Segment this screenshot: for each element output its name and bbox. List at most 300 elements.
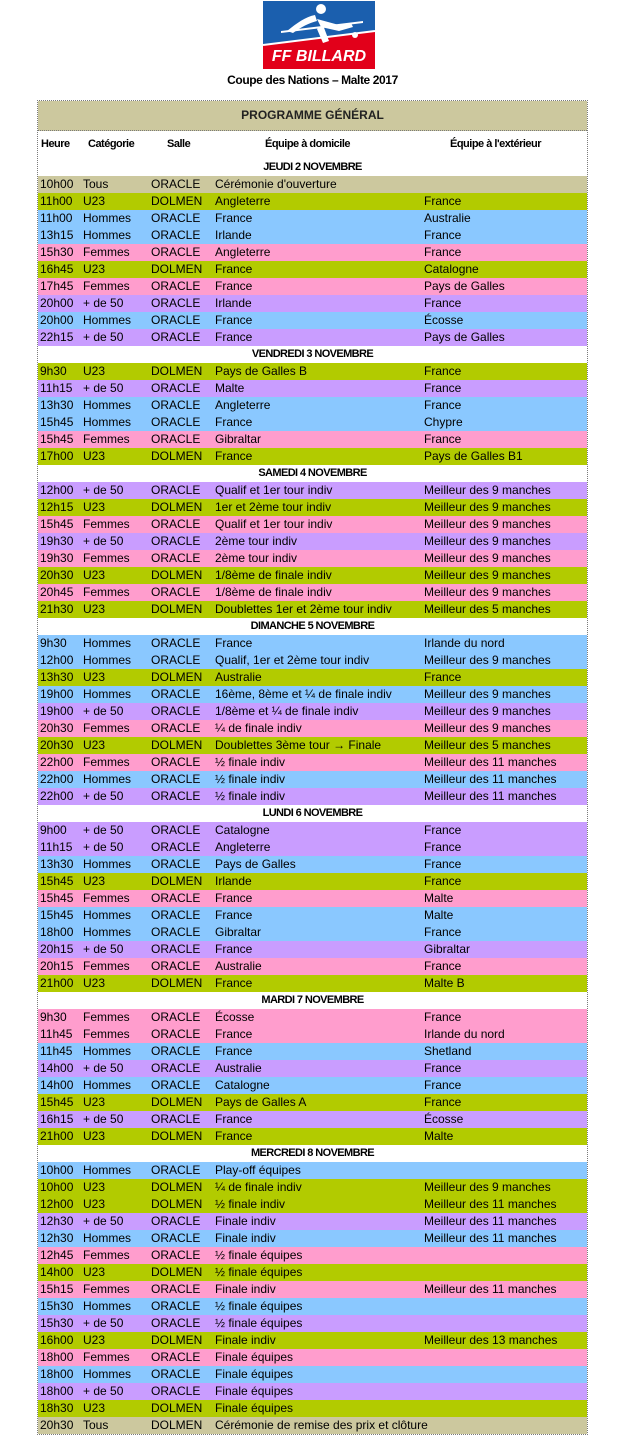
away-team-cell: Malte	[424, 1129, 454, 1143]
home-team-cell: Play-off équipes	[215, 1163, 301, 1177]
time-cell: 18h00	[40, 925, 74, 939]
time-cell: 20h00	[40, 313, 74, 327]
away-team-cell: Meilleur des 9 manches	[424, 483, 551, 497]
time-cell: 9h30	[40, 1010, 67, 1024]
time-cell: 12h30	[40, 1214, 74, 1228]
home-team-cell: Australie	[215, 1061, 262, 1075]
category-cell: Femmes	[83, 755, 130, 769]
room-cell: ORACLE	[151, 211, 201, 225]
category-cell: Tous	[83, 177, 109, 191]
away-team-cell: France	[424, 857, 462, 871]
category-cell: U23	[83, 449, 106, 463]
home-team-cell: Irlande	[215, 874, 252, 888]
time-cell: 11h45	[40, 1044, 73, 1058]
room-cell: DOLMEN	[151, 568, 203, 582]
home-team-cell: 1/8ème et ¼ de finale indiv	[215, 704, 359, 718]
away-team-cell: Meilleur des 9 manches	[424, 653, 551, 667]
time-cell: 11h15	[40, 840, 73, 854]
table-row	[38, 584, 587, 601]
home-team-cell: France	[215, 976, 253, 990]
table-row	[38, 329, 587, 346]
home-team-cell: Cérémonie d'ouverture	[215, 177, 337, 191]
room-cell: ORACLE	[151, 1367, 201, 1381]
logo-text: FF BILLARD	[271, 48, 367, 65]
room-cell: ORACLE	[151, 551, 201, 565]
away-team-cell: Meilleur des 9 manches	[424, 568, 551, 582]
home-team-cell: France	[215, 262, 253, 276]
category-cell: + de 50	[83, 1061, 124, 1075]
time-cell: 9h30	[40, 636, 67, 650]
home-team-cell: Qualif, 1er et 2ème tour indiv	[215, 653, 370, 667]
away-team-cell: France	[424, 959, 462, 973]
away-team-cell: Meilleur des 11 manches	[424, 755, 557, 769]
table-row	[38, 261, 587, 278]
away-team-cell: France	[424, 245, 462, 259]
table-row	[38, 822, 587, 839]
table-row	[38, 516, 587, 533]
category-cell: U23	[83, 1129, 106, 1143]
time-cell: 16h00	[40, 1333, 74, 1347]
room-cell: DOLMEN	[151, 262, 203, 276]
away-team-cell: Meilleur des 9 manches	[424, 687, 551, 701]
table-row	[38, 1315, 587, 1332]
table-row	[38, 244, 587, 261]
time-cell: 21h30	[40, 602, 74, 616]
time-cell: 13h30	[40, 857, 74, 871]
category-cell: Hommes	[83, 1231, 132, 1245]
away-team-cell: Meilleur des 9 manches	[424, 500, 551, 514]
room-cell: ORACLE	[151, 1214, 201, 1228]
table-row	[38, 652, 587, 669]
time-cell: 15h45	[40, 908, 74, 922]
room-cell: ORACLE	[151, 636, 201, 650]
away-team-cell: Malte	[424, 891, 454, 905]
room-cell: ORACLE	[151, 959, 201, 973]
away-team-cell: Meilleur des 11 manches	[424, 1282, 557, 1296]
home-team-cell: France	[215, 415, 253, 429]
away-team-cell: France	[424, 1061, 462, 1075]
category-cell: Femmes	[83, 891, 130, 905]
category-cell: Femmes	[83, 721, 130, 735]
table-row	[38, 720, 587, 737]
room-cell: ORACLE	[151, 1316, 201, 1330]
table-row	[38, 278, 587, 295]
away-team-cell: Malte B	[424, 976, 465, 990]
room-cell: ORACLE	[151, 534, 201, 548]
table-row	[38, 1298, 587, 1315]
room-cell: DOLMEN	[151, 1129, 203, 1143]
programme-title: PROGRAMME GÉNÉRAL	[38, 101, 587, 131]
time-cell: 22h00	[40, 772, 74, 786]
day-heading: MARDI 7 NOVEMBRE	[38, 992, 587, 1009]
table-row	[38, 1383, 587, 1400]
time-cell: 12h00	[40, 1197, 74, 1211]
table-row	[38, 771, 587, 788]
category-cell: Femmes	[83, 959, 130, 973]
category-cell: U23	[83, 976, 106, 990]
room-cell: DOLMEN	[151, 738, 203, 752]
time-cell: 16h45	[40, 262, 74, 276]
room-cell: ORACLE	[151, 891, 201, 905]
category-cell: Femmes	[83, 1282, 130, 1296]
time-cell: 15h45	[40, 1095, 74, 1109]
room-cell: ORACLE	[151, 925, 201, 939]
room-cell: ORACLE	[151, 1061, 201, 1075]
room-cell: DOLMEN	[151, 500, 203, 514]
room-cell: ORACLE	[151, 1248, 201, 1262]
room-cell: ORACLE	[151, 653, 201, 667]
time-cell: 9h00	[40, 823, 67, 837]
table-row	[38, 1366, 587, 1383]
away-team-cell: Écosse	[424, 313, 464, 327]
home-team-cell: Angleterre	[215, 245, 271, 259]
room-cell: ORACLE	[151, 1231, 201, 1245]
time-cell: 19h30	[40, 534, 74, 548]
category-cell: + de 50	[83, 1384, 124, 1398]
category-cell: + de 50	[83, 1112, 124, 1126]
category-cell: Hommes	[83, 415, 132, 429]
category-cell: U23	[83, 670, 106, 684]
home-team-cell: 1/8ème de finale indiv	[215, 585, 332, 599]
day-heading: SAMEDI 4 NOVEMBRE	[38, 465, 587, 482]
time-cell: 12h30	[40, 1231, 74, 1245]
home-team-cell: 16ème, 8ème et ¼ de finale indiv	[215, 687, 392, 701]
time-cell: 20h30	[40, 1418, 74, 1432]
room-cell: ORACLE	[151, 840, 201, 854]
table-row	[38, 839, 587, 856]
category-cell: + de 50	[83, 1316, 124, 1330]
ffbillard-logo	[263, 1, 375, 69]
table-row	[38, 958, 587, 975]
room-cell: ORACLE	[151, 687, 201, 701]
document-title: Coupe des Nations – Malte 2017	[227, 73, 398, 87]
away-team-cell: Meilleur des 5 manches	[424, 602, 551, 616]
away-team-cell: France	[424, 823, 462, 837]
category-cell: + de 50	[83, 381, 124, 395]
home-team-cell: Finale indiv	[215, 1333, 276, 1347]
away-team-cell: Meilleur des 11 manches	[424, 772, 557, 786]
category-cell: + de 50	[83, 789, 124, 803]
time-cell: 11h00	[40, 194, 73, 208]
home-team-cell: Gibraltar	[215, 925, 262, 939]
table-row	[38, 1162, 587, 1179]
home-team-cell: Finale indiv	[215, 1214, 276, 1228]
time-cell: 14h00	[40, 1265, 74, 1279]
room-cell: ORACLE	[151, 1044, 201, 1058]
category-cell: Hommes	[83, 211, 132, 225]
time-cell: 12h15	[40, 500, 74, 514]
home-team-cell: ½ finale équipes	[215, 1248, 303, 1262]
home-team-cell: France	[215, 1027, 253, 1041]
table-row	[38, 1077, 587, 1094]
category-cell: Hommes	[83, 228, 132, 242]
category-cell: Hommes	[83, 653, 132, 667]
room-cell: ORACLE	[151, 1010, 201, 1024]
away-team-cell: France	[424, 194, 462, 208]
home-team-cell: France	[215, 636, 253, 650]
away-team-cell: Meilleur des 9 manches	[424, 551, 551, 565]
time-cell: 19h30	[40, 551, 74, 565]
time-cell: 16h15	[40, 1112, 74, 1126]
home-team-cell: Australie	[215, 670, 262, 684]
room-cell: ORACLE	[151, 721, 201, 735]
time-cell: 15h45	[40, 432, 74, 446]
home-team-cell: France	[215, 449, 253, 463]
away-team-cell: France	[424, 1078, 462, 1092]
table-row	[38, 975, 587, 992]
away-team-cell: Meilleur des 9 manches	[424, 721, 551, 735]
home-team-cell: Australie	[215, 959, 262, 973]
home-team-cell: France	[215, 279, 253, 293]
category-cell: + de 50	[83, 330, 124, 344]
room-cell: ORACLE	[151, 381, 201, 395]
home-team-cell: ½ finale indiv	[215, 1197, 286, 1211]
away-team-cell: Meilleur des 9 manches	[424, 585, 551, 599]
time-cell: 18h00	[40, 1384, 74, 1398]
category-cell: Hommes	[83, 772, 132, 786]
table-row	[38, 380, 587, 397]
home-team-cell: Écosse	[215, 1010, 255, 1024]
away-team-cell: Meilleur des 5 manches	[424, 738, 551, 752]
table-row	[38, 669, 587, 686]
home-team-cell: Irlande	[215, 228, 252, 242]
room-cell: ORACLE	[151, 330, 201, 344]
room-cell: ORACLE	[151, 755, 201, 769]
time-cell: 11h15	[40, 381, 73, 395]
category-cell: U23	[83, 738, 106, 752]
category-cell: U23	[83, 194, 106, 208]
time-cell: 19h00	[40, 704, 74, 718]
room-cell: ORACLE	[151, 1112, 201, 1126]
category-cell: + de 50	[83, 840, 124, 854]
time-cell: 20h15	[40, 959, 74, 973]
home-team-cell: France	[215, 908, 253, 922]
time-cell: 22h00	[40, 755, 74, 769]
table-row	[38, 635, 587, 652]
table-row	[38, 1179, 587, 1196]
time-cell: 15h45	[40, 874, 74, 888]
room-cell: DOLMEN	[151, 670, 203, 684]
table-row	[38, 1213, 587, 1230]
time-cell: 17h00	[40, 449, 74, 463]
room-cell: DOLMEN	[151, 364, 203, 378]
home-team-cell: ½ finale indiv	[215, 772, 286, 786]
home-team-cell: Finale équipes	[215, 1401, 294, 1415]
away-team-cell: Meilleur des 9 manches	[424, 534, 551, 548]
table-row	[38, 754, 587, 771]
time-cell: 10h00	[40, 177, 74, 191]
home-team-cell: Angleterre	[215, 840, 271, 854]
time-cell: 20h15	[40, 942, 74, 956]
category-cell: U23	[83, 1265, 106, 1279]
day-heading: LUNDI 6 NOVEMBRE	[38, 805, 587, 822]
table-row	[38, 397, 587, 414]
col-header-home: Équipe à domicile	[265, 138, 351, 150]
category-cell: U23	[83, 568, 106, 582]
category-cell: Tous	[83, 1418, 109, 1432]
category-cell: Femmes	[83, 432, 130, 446]
room-cell: ORACLE	[151, 483, 201, 497]
time-cell: 22h15	[40, 330, 74, 344]
away-team-cell: Pays de Galles	[424, 279, 505, 293]
day-heading: VENDREDI 3 NOVEMBRE	[38, 346, 587, 363]
category-cell: Hommes	[83, 398, 132, 412]
home-team-cell: Qualif et 1er tour indiv	[215, 517, 333, 531]
home-team-cell: Catalogne	[215, 823, 270, 837]
home-team-cell: ¼ de finale indiv	[215, 1180, 302, 1194]
away-team-cell: Chypre	[424, 415, 463, 429]
away-team-cell: Meilleur des 9 manches	[424, 704, 551, 718]
time-cell: 15h45	[40, 517, 74, 531]
away-team-cell: Meilleur des 11 manches	[424, 1214, 557, 1228]
time-cell: 15h15	[40, 1282, 74, 1296]
time-cell: 12h00	[40, 483, 74, 497]
home-team-cell: Pays de Galles B	[215, 364, 308, 378]
home-team-cell: France	[215, 313, 253, 327]
home-team-cell: France	[215, 330, 253, 344]
room-cell: ORACLE	[151, 415, 201, 429]
category-cell: U23	[83, 1095, 106, 1109]
table-row	[38, 1281, 587, 1298]
category-cell: + de 50	[83, 483, 124, 497]
home-team-cell: ½ finale indiv	[215, 755, 286, 769]
table-row	[38, 499, 587, 516]
time-cell: 20h00	[40, 296, 74, 310]
table-row	[38, 1247, 587, 1264]
category-cell: U23	[83, 1180, 106, 1194]
away-team-cell: Meilleur des 11 manches	[424, 1197, 557, 1211]
home-team-cell: Finale équipes	[215, 1367, 294, 1381]
table-row	[38, 1264, 587, 1281]
table-row	[38, 1009, 587, 1026]
table-row	[38, 448, 587, 465]
room-cell: ORACLE	[151, 908, 201, 922]
home-team-cell: 1er et 2ème tour indiv	[215, 500, 332, 514]
away-team-cell: Écosse	[424, 1112, 464, 1126]
time-cell: 15h30	[40, 1316, 74, 1330]
column-headers	[38, 131, 587, 159]
table-row	[38, 856, 587, 873]
time-cell: 15h30	[40, 245, 74, 259]
category-cell: + de 50	[83, 704, 124, 718]
home-team-cell: Finale indiv	[215, 1231, 276, 1245]
room-cell: ORACLE	[151, 1163, 201, 1177]
category-cell: Femmes	[83, 585, 130, 599]
time-cell: 13h30	[40, 670, 74, 684]
home-team-cell: 1/8ème de finale indiv	[215, 568, 332, 582]
away-team-cell: Pays de Galles B1	[424, 449, 523, 463]
away-team-cell: Catalogne	[424, 262, 479, 276]
time-cell: 14h00	[40, 1061, 74, 1075]
time-cell: 13h30	[40, 398, 74, 412]
room-cell: DOLMEN	[151, 602, 203, 616]
away-team-cell: France	[424, 670, 462, 684]
table-row	[38, 533, 587, 550]
home-team-cell: Malte	[215, 381, 245, 395]
programme-table	[37, 100, 588, 1435]
category-cell: Hommes	[83, 908, 132, 922]
home-team-cell: Angleterre	[215, 398, 271, 412]
home-team-cell: 2ème tour indiv	[215, 551, 298, 565]
col-header-categorie: Catégorie	[88, 138, 135, 150]
home-team-cell: ½ finale équipes	[215, 1265, 303, 1279]
table-row	[38, 414, 587, 431]
room-cell: DOLMEN	[151, 976, 203, 990]
table-row	[38, 295, 587, 312]
table-row	[38, 1111, 587, 1128]
room-cell: ORACLE	[151, 857, 201, 871]
home-team-cell: Cérémonie de remise des prix et clôture	[215, 1418, 428, 1432]
category-cell: Hommes	[83, 1163, 132, 1177]
home-team-cell: France	[215, 211, 253, 225]
table-row	[38, 210, 587, 227]
home-team-cell: ¼ de finale indiv	[215, 721, 302, 735]
day-heading: DIMANCHE 5 NOVEMBRE	[38, 618, 587, 635]
time-cell: 18h00	[40, 1350, 74, 1364]
category-cell: Femmes	[83, 1027, 130, 1041]
table-row	[38, 1417, 587, 1434]
time-cell: 21h00	[40, 1129, 74, 1143]
room-cell: ORACLE	[151, 1299, 201, 1313]
category-cell: + de 50	[83, 296, 124, 310]
room-cell: DOLMEN	[151, 1197, 203, 1211]
room-cell: DOLMEN	[151, 1265, 203, 1279]
room-cell: ORACLE	[151, 279, 201, 293]
table-row	[38, 1332, 587, 1349]
category-cell: U23	[83, 1333, 106, 1347]
away-team-cell: Irlande du nord	[424, 1027, 505, 1041]
table-row	[38, 890, 587, 907]
away-team-cell: France	[424, 925, 462, 939]
room-cell: ORACLE	[151, 177, 201, 191]
category-cell: + de 50	[83, 534, 124, 548]
home-team-cell: Doublettes 3ème tour → Finale	[215, 738, 382, 752]
table-row	[38, 686, 587, 703]
col-header-salle: Salle	[167, 138, 191, 150]
category-cell: Hommes	[83, 857, 132, 871]
room-cell: ORACLE	[151, 942, 201, 956]
away-team-cell: Meilleur des 9 manches	[424, 1180, 551, 1194]
day-heading: JEUDI 2 NOVEMBRE	[38, 159, 587, 176]
room-cell: DOLMEN	[151, 1095, 203, 1109]
category-cell: Femmes	[83, 517, 130, 531]
time-cell: 12h45	[40, 1248, 74, 1262]
home-team-cell: Pays de Galles	[215, 857, 296, 871]
table-row	[38, 873, 587, 890]
table-row	[38, 907, 587, 924]
home-team-cell: Finale équipes	[215, 1384, 294, 1398]
room-cell: DOLMEN	[151, 874, 203, 888]
category-cell: + de 50	[83, 1214, 124, 1228]
category-cell: U23	[83, 500, 106, 514]
category-cell: U23	[83, 602, 106, 616]
table-row	[38, 176, 587, 193]
day-heading: MERCREDI 8 NOVEMBRE	[38, 1145, 587, 1162]
time-cell: 19h00	[40, 687, 74, 701]
room-cell: ORACLE	[151, 1027, 201, 1041]
time-cell: 20h45	[40, 585, 74, 599]
category-cell: Femmes	[83, 1248, 130, 1262]
time-cell: 15h30	[40, 1299, 74, 1313]
time-cell: 9h30	[40, 364, 67, 378]
category-cell: U23	[83, 262, 106, 276]
table-row	[38, 924, 587, 941]
home-team-cell: France	[215, 942, 253, 956]
away-team-cell: Gibraltar	[424, 942, 471, 956]
table-row	[38, 1196, 587, 1213]
table-row	[38, 737, 587, 754]
category-cell: Femmes	[83, 279, 130, 293]
